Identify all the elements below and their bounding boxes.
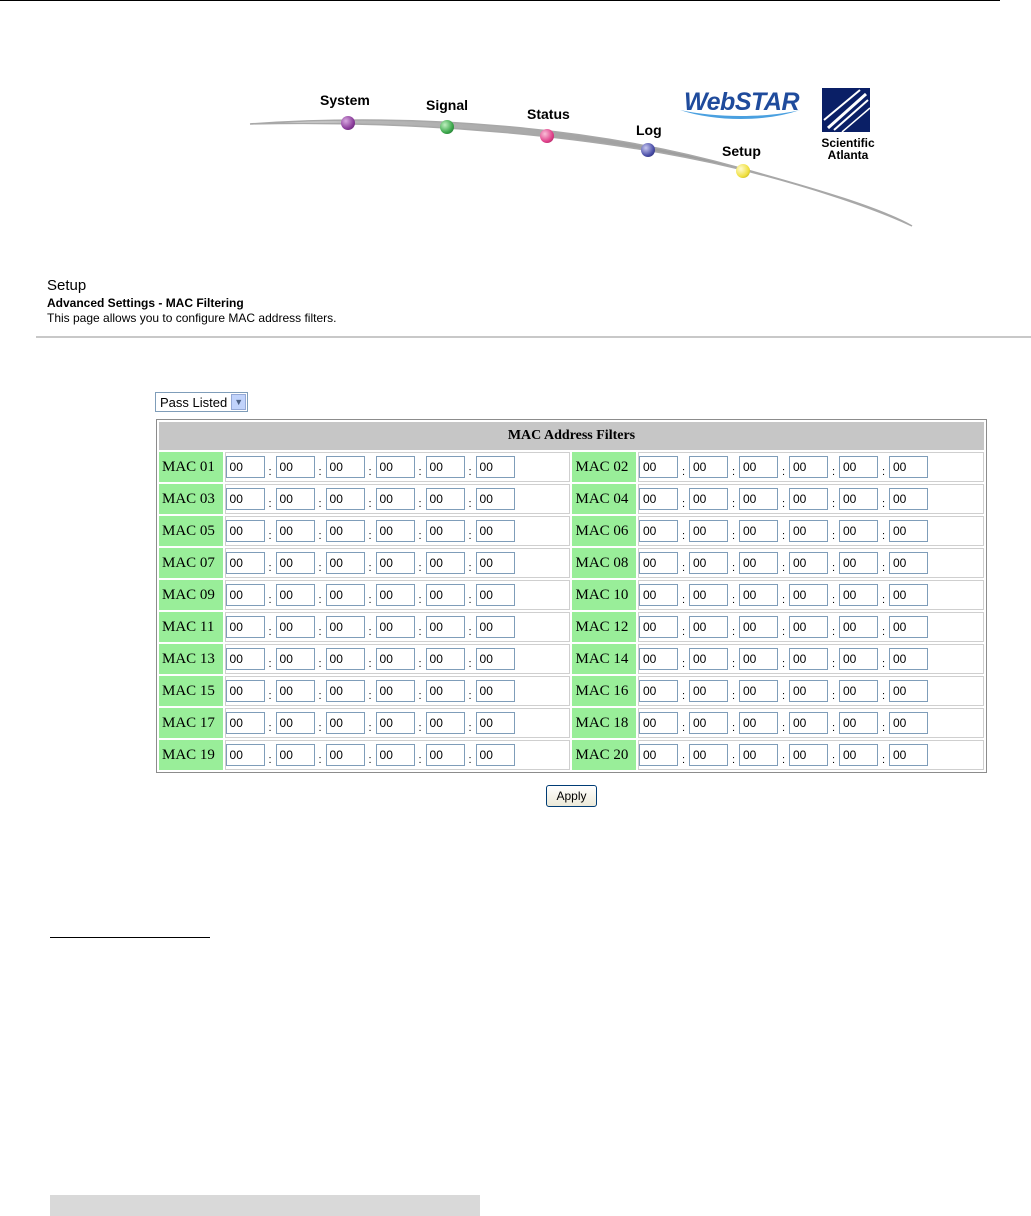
octet-separator: : — [418, 594, 422, 606]
octet-separator: : — [881, 562, 886, 574]
mac-label: MAC 16 — [572, 676, 636, 706]
octet-separator: : — [781, 530, 786, 542]
mac-octet-input[interactable] — [889, 712, 928, 734]
mac-octet-input[interactable] — [226, 616, 265, 638]
mac-octets-cell — [638, 740, 984, 770]
mac-octets-cell — [225, 484, 571, 514]
octet-separator: : — [418, 498, 422, 510]
mac-octet-input[interactable] — [376, 520, 415, 542]
octet-separator: : — [831, 498, 836, 510]
mac-octet-input[interactable] — [476, 456, 515, 478]
octet-separator: : — [268, 498, 272, 510]
octet-separator: : — [831, 754, 836, 766]
mac-octet-input[interactable] — [426, 616, 465, 638]
octet-separator: : — [318, 498, 322, 510]
mac-octets-cell — [638, 516, 984, 546]
mac-octet-input[interactable] — [789, 712, 828, 734]
nav-log-dot[interactable] — [641, 143, 655, 157]
mac-label: MAC 19 — [159, 740, 223, 770]
mac-octet-input[interactable] — [889, 552, 928, 574]
mac-octet-input[interactable] — [326, 552, 365, 574]
octet-separator: : — [831, 530, 836, 542]
mac-octets-cell — [638, 580, 984, 610]
mac-octet-input[interactable] — [889, 744, 928, 766]
mac-octet-input[interactable] — [476, 712, 515, 734]
mac-octet-input[interactable] — [476, 616, 515, 638]
chevron-down-icon[interactable]: ▼ — [231, 394, 246, 410]
mac-octet-input[interactable] — [276, 648, 315, 670]
mac-octet-input[interactable] — [789, 520, 828, 542]
mac-octet-input[interactable] — [276, 520, 315, 542]
mac-octets-cell — [638, 452, 984, 482]
mac-octet-input[interactable] — [476, 584, 515, 606]
nav-status-dot[interactable] — [540, 129, 554, 143]
octet-separator: : — [418, 626, 422, 638]
mac-octet-input[interactable] — [426, 712, 465, 734]
mac-label: MAC 04 — [572, 484, 636, 514]
mac-octet-input[interactable] — [839, 520, 878, 542]
webstar-logo: WebSTAR — [684, 88, 800, 116]
mac-label: MAC 17 — [159, 708, 223, 738]
octet-separator: : — [731, 594, 736, 606]
mac-octet-input[interactable] — [639, 456, 678, 478]
mac-octet-input[interactable] — [639, 552, 678, 574]
octet-separator: : — [318, 722, 322, 734]
mac-octets-cell — [638, 484, 984, 514]
page-description: This page allows you to configure MAC address filters. — [47, 311, 337, 325]
mac-octet-input[interactable] — [276, 456, 315, 478]
octet-separator: : — [781, 562, 786, 574]
mac-octet-input[interactable] — [276, 584, 315, 606]
mac-label: MAC 01 — [159, 452, 223, 482]
octet-separator: : — [681, 722, 686, 734]
octet-separator: : — [681, 594, 686, 606]
page-title: Setup — [47, 277, 87, 294]
octet-separator: : — [831, 562, 836, 574]
mac-octet-input[interactable] — [739, 744, 778, 766]
octet-separator: : — [881, 754, 886, 766]
mac-octet-input[interactable] — [326, 712, 365, 734]
nav-setup-label[interactable]: Setup — [722, 143, 761, 159]
octet-separator: : — [368, 754, 372, 766]
nav-setup-dot[interactable] — [736, 164, 750, 178]
octet-separator: : — [368, 722, 372, 734]
octet-separator: : — [881, 626, 886, 638]
octet-separator: : — [268, 722, 272, 734]
mac-octet-input[interactable] — [426, 488, 465, 510]
mac-octet-input[interactable] — [789, 584, 828, 606]
mac-octet-input[interactable] — [839, 648, 878, 670]
mac-octet-input[interactable] — [689, 616, 728, 638]
mac-octet-input[interactable] — [839, 680, 878, 702]
mac-octets-cell — [638, 708, 984, 738]
mac-octet-input[interactable] — [639, 488, 678, 510]
mac-octet-input[interactable] — [689, 584, 728, 606]
mac-octet-input[interactable] — [226, 712, 265, 734]
mac-label: MAC 03 — [159, 484, 223, 514]
page-subtitle: Advanced Settings - MAC Filtering — [47, 296, 244, 310]
mac-octet-input[interactable] — [889, 584, 928, 606]
octet-separator: : — [881, 690, 886, 702]
octet-separator: : — [318, 562, 322, 574]
octet-separator: : — [781, 466, 786, 478]
mac-octet-input[interactable] — [739, 680, 778, 702]
octet-separator: : — [831, 466, 836, 478]
octet-separator: : — [831, 626, 836, 638]
mac-octet-input[interactable] — [426, 456, 465, 478]
octet-separator: : — [731, 530, 736, 542]
table-row — [159, 708, 984, 738]
mac-octet-input[interactable] — [639, 616, 678, 638]
mac-octet-input[interactable] — [889, 520, 928, 542]
octet-separator: : — [368, 562, 372, 574]
octet-separator: : — [368, 498, 372, 510]
mac-octet-input[interactable] — [689, 712, 728, 734]
mac-octets-cell — [638, 612, 984, 642]
octet-separator: : — [468, 530, 472, 542]
mac-octet-input[interactable] — [739, 552, 778, 574]
mac-octet-input[interactable] — [889, 488, 928, 510]
octet-separator: : — [731, 722, 736, 734]
mac-label: MAC 14 — [572, 644, 636, 674]
octet-separator: : — [468, 562, 472, 574]
mac-octet-input[interactable] — [376, 616, 415, 638]
octet-separator: : — [731, 658, 736, 670]
octet-separator: : — [831, 722, 836, 734]
octet-separator: : — [268, 530, 272, 542]
mac-octet-input[interactable] — [226, 744, 265, 766]
mac-octet-input[interactable] — [639, 520, 678, 542]
mac-octet-input[interactable] — [639, 744, 678, 766]
mac-label: MAC 12 — [572, 612, 636, 642]
octet-separator: : — [881, 530, 886, 542]
mac-octets-cell — [638, 548, 984, 578]
octet-separator: : — [318, 530, 322, 542]
mac-octet-input[interactable] — [326, 488, 365, 510]
mac-label: MAC 02 — [572, 452, 636, 482]
mac-octet-input[interactable] — [226, 520, 265, 542]
table-row — [159, 740, 984, 770]
footer-bar — [50, 1195, 480, 1216]
mac-octet-input[interactable] — [789, 616, 828, 638]
mac-octets-cell — [638, 644, 984, 674]
mac-octet-input[interactable] — [689, 680, 728, 702]
octet-separator: : — [468, 498, 472, 510]
mac-octet-input[interactable] — [689, 648, 728, 670]
filter-mode-select[interactable] — [155, 392, 248, 412]
mac-octets-cell — [225, 676, 571, 706]
octet-separator: : — [831, 690, 836, 702]
nav-arc — [0, 0, 1031, 240]
mac-filter-table — [156, 419, 987, 773]
scientific-atlanta-logo — [822, 88, 870, 132]
octet-separator: : — [418, 562, 422, 574]
octet-separator: : — [468, 658, 472, 670]
octet-separator: : — [781, 658, 786, 670]
octet-separator: : — [418, 754, 422, 766]
octet-separator: : — [881, 658, 886, 670]
octet-separator: : — [318, 594, 322, 606]
mac-octet-input[interactable] — [839, 552, 878, 574]
table-row — [159, 484, 984, 514]
mac-octet-input[interactable] — [226, 648, 265, 670]
mac-octet-input[interactable] — [739, 616, 778, 638]
octet-separator: : — [781, 498, 786, 510]
mac-octet-input[interactable] — [476, 648, 515, 670]
mac-octet-input[interactable] — [426, 520, 465, 542]
octet-separator: : — [368, 626, 372, 638]
mac-octet-input[interactable] — [689, 744, 728, 766]
mac-octet-input[interactable] — [276, 712, 315, 734]
octet-separator: : — [781, 722, 786, 734]
mac-octet-input[interactable] — [276, 552, 315, 574]
mac-label: MAC 10 — [572, 580, 636, 610]
mac-octet-input[interactable] — [226, 456, 265, 478]
octet-separator: : — [731, 498, 736, 510]
mac-label: MAC 06 — [572, 516, 636, 546]
octet-separator: : — [731, 562, 736, 574]
mac-octet-input[interactable] — [376, 552, 415, 574]
mac-octet-input[interactable] — [789, 680, 828, 702]
mac-octet-input[interactable] — [889, 680, 928, 702]
octet-separator: : — [731, 754, 736, 766]
mac-octet-input[interactable] — [739, 488, 778, 510]
octet-separator: : — [368, 530, 372, 542]
mac-label: MAC 15 — [159, 676, 223, 706]
mac-octet-input[interactable] — [476, 488, 515, 510]
octet-separator: : — [418, 466, 422, 478]
octet-separator: : — [418, 722, 422, 734]
octet-separator: : — [418, 658, 422, 670]
mac-octets-cell — [225, 516, 571, 546]
octet-separator: : — [268, 594, 272, 606]
octet-separator: : — [731, 626, 736, 638]
mac-octet-input[interactable] — [376, 488, 415, 510]
mac-octet-input[interactable] — [789, 552, 828, 574]
mac-octet-input[interactable] — [889, 456, 928, 478]
mac-octets-cell — [225, 740, 571, 770]
octet-separator: : — [468, 754, 472, 766]
octet-separator: : — [831, 658, 836, 670]
octet-separator: : — [881, 594, 886, 606]
mac-label: MAC 09 — [159, 580, 223, 610]
mac-octet-input[interactable] — [426, 584, 465, 606]
mac-label: MAC 18 — [572, 708, 636, 738]
mac-octet-input[interactable] — [326, 616, 365, 638]
mac-octets-cell — [225, 708, 571, 738]
table-row — [159, 580, 984, 610]
octet-separator: : — [368, 658, 372, 670]
mac-octet-input[interactable] — [839, 488, 878, 510]
mac-octet-input[interactable] — [376, 744, 415, 766]
octet-separator: : — [681, 754, 686, 766]
octet-separator: : — [468, 626, 472, 638]
mac-octets-cell — [638, 676, 984, 706]
octet-separator: : — [731, 466, 736, 478]
octet-separator: : — [468, 690, 472, 702]
mac-octet-input[interactable] — [689, 456, 728, 478]
octet-separator: : — [468, 722, 472, 734]
table-row — [159, 516, 984, 546]
octet-separator: : — [831, 594, 836, 606]
mac-octet-input[interactable] — [739, 456, 778, 478]
table-row — [159, 452, 984, 482]
mac-octet-input[interactable] — [226, 552, 265, 574]
octet-separator: : — [881, 498, 886, 510]
nav-signal-label[interactable]: Signal — [426, 97, 469, 113]
mac-octet-input[interactable] — [326, 456, 365, 478]
octet-separator: : — [468, 466, 472, 478]
mac-octet-input[interactable] — [476, 680, 515, 702]
octet-separator: : — [268, 754, 272, 766]
octet-separator: : — [368, 690, 372, 702]
header-divider — [36, 336, 1031, 338]
mac-octet-input[interactable] — [226, 680, 265, 702]
mac-octet-input[interactable] — [889, 648, 928, 670]
mac-label: MAC 13 — [159, 644, 223, 674]
octet-separator: : — [318, 754, 322, 766]
mac-label: MAC 07 — [159, 548, 223, 578]
mac-octet-input[interactable] — [226, 584, 265, 606]
webstar-swoosh — [676, 104, 806, 124]
octet-separator: : — [681, 530, 686, 542]
mac-octet-input[interactable] — [426, 680, 465, 702]
mac-octet-input[interactable] — [739, 520, 778, 542]
mac-octet-input[interactable] — [376, 584, 415, 606]
octet-separator: : — [681, 498, 686, 510]
mac-label: MAC 05 — [159, 516, 223, 546]
mac-octet-input[interactable] — [376, 712, 415, 734]
mac-octet-input[interactable] — [226, 488, 265, 510]
mac-octet-input[interactable] — [276, 488, 315, 510]
mac-octet-input[interactable] — [276, 616, 315, 638]
octet-separator: : — [781, 754, 786, 766]
mac-octet-input[interactable] — [426, 648, 465, 670]
octet-separator: : — [468, 594, 472, 606]
mac-octet-input[interactable] — [276, 744, 315, 766]
scientific-atlanta-name: Scientific Atlanta — [821, 136, 875, 162]
mac-octet-input[interactable] — [839, 712, 878, 734]
octet-separator: : — [268, 690, 272, 702]
mac-octet-input[interactable] — [276, 680, 315, 702]
mac-octet-input[interactable] — [689, 488, 728, 510]
separator-line — [50, 937, 210, 938]
table-header: MAC Address Filters — [159, 422, 984, 450]
mac-octet-input[interactable] — [476, 744, 515, 766]
mac-octet-input[interactable] — [839, 744, 878, 766]
mac-octet-input[interactable] — [739, 648, 778, 670]
mac-label: MAC 20 — [572, 740, 636, 770]
apply-button[interactable]: Apply — [546, 785, 597, 807]
table-row — [159, 612, 984, 642]
filter-mode-value: Pass Listed — [160, 394, 228, 410]
octet-separator: : — [418, 530, 422, 542]
octet-separator: : — [881, 466, 886, 478]
octet-separator: : — [881, 722, 886, 734]
octet-separator: : — [268, 562, 272, 574]
mac-octet-input[interactable] — [639, 680, 678, 702]
nav-system-label[interactable]: System — [320, 92, 370, 108]
mac-octet-input[interactable] — [326, 584, 365, 606]
table-row — [159, 676, 984, 706]
mac-octet-input[interactable] — [426, 744, 465, 766]
octet-separator: : — [681, 466, 686, 478]
mac-octets-cell — [225, 644, 571, 674]
mac-octet-input[interactable] — [739, 584, 778, 606]
mac-octet-input[interactable] — [639, 648, 678, 670]
mac-octet-input[interactable] — [326, 680, 365, 702]
mac-octet-input[interactable] — [689, 520, 728, 542]
mac-octets-cell — [225, 580, 571, 610]
octet-separator: : — [781, 690, 786, 702]
octet-separator: : — [318, 626, 322, 638]
mac-octets-cell — [225, 548, 571, 578]
mac-octet-input[interactable] — [376, 456, 415, 478]
octet-separator: : — [268, 626, 272, 638]
octet-separator: : — [318, 658, 322, 670]
table-row — [159, 644, 984, 674]
mac-octet-input[interactable] — [739, 712, 778, 734]
octet-separator: : — [731, 690, 736, 702]
mac-octet-input[interactable] — [839, 584, 878, 606]
mac-octets-cell — [225, 612, 571, 642]
octet-separator: : — [318, 466, 322, 478]
octet-separator: : — [681, 562, 686, 574]
mac-label: MAC 11 — [159, 612, 223, 642]
mac-octet-input[interactable] — [326, 520, 365, 542]
mac-octet-input[interactable] — [326, 648, 365, 670]
octet-separator: : — [681, 690, 686, 702]
mac-octet-input[interactable] — [789, 488, 828, 510]
mac-octet-input[interactable] — [376, 680, 415, 702]
mac-table-body — [159, 452, 984, 770]
mac-octets-cell — [225, 452, 571, 482]
mac-octet-input[interactable] — [639, 712, 678, 734]
mac-octet-input[interactable] — [789, 648, 828, 670]
octet-separator: : — [368, 594, 372, 606]
mac-octet-input[interactable] — [476, 552, 515, 574]
mac-octet-input[interactable] — [889, 616, 928, 638]
mac-octet-input[interactable] — [839, 616, 878, 638]
octet-separator: : — [681, 658, 686, 670]
table-row — [159, 548, 984, 578]
nav-log-label[interactable]: Log — [636, 122, 662, 138]
octet-separator: : — [781, 594, 786, 606]
octet-separator: : — [368, 466, 372, 478]
octet-separator: : — [318, 690, 322, 702]
mac-octet-input[interactable] — [639, 584, 678, 606]
octet-separator: : — [418, 690, 422, 702]
mac-octet-input[interactable] — [476, 520, 515, 542]
mac-label: MAC 08 — [572, 548, 636, 578]
octet-separator: : — [268, 466, 272, 478]
octet-separator: : — [781, 626, 786, 638]
mac-octet-input[interactable] — [426, 552, 465, 574]
octet-separator: : — [681, 626, 686, 638]
octet-separator: : — [268, 658, 272, 670]
nav-signal-dot[interactable] — [440, 120, 454, 134]
mac-octet-input[interactable] — [689, 552, 728, 574]
mac-octet-input[interactable] — [376, 648, 415, 670]
nav-system-dot[interactable] — [341, 116, 355, 130]
mac-octet-input[interactable] — [839, 456, 878, 478]
mac-octet-input[interactable] — [789, 744, 828, 766]
mac-octet-input[interactable] — [789, 456, 828, 478]
nav-status-label[interactable]: Status — [527, 106, 570, 122]
mac-octet-input[interactable] — [326, 744, 365, 766]
